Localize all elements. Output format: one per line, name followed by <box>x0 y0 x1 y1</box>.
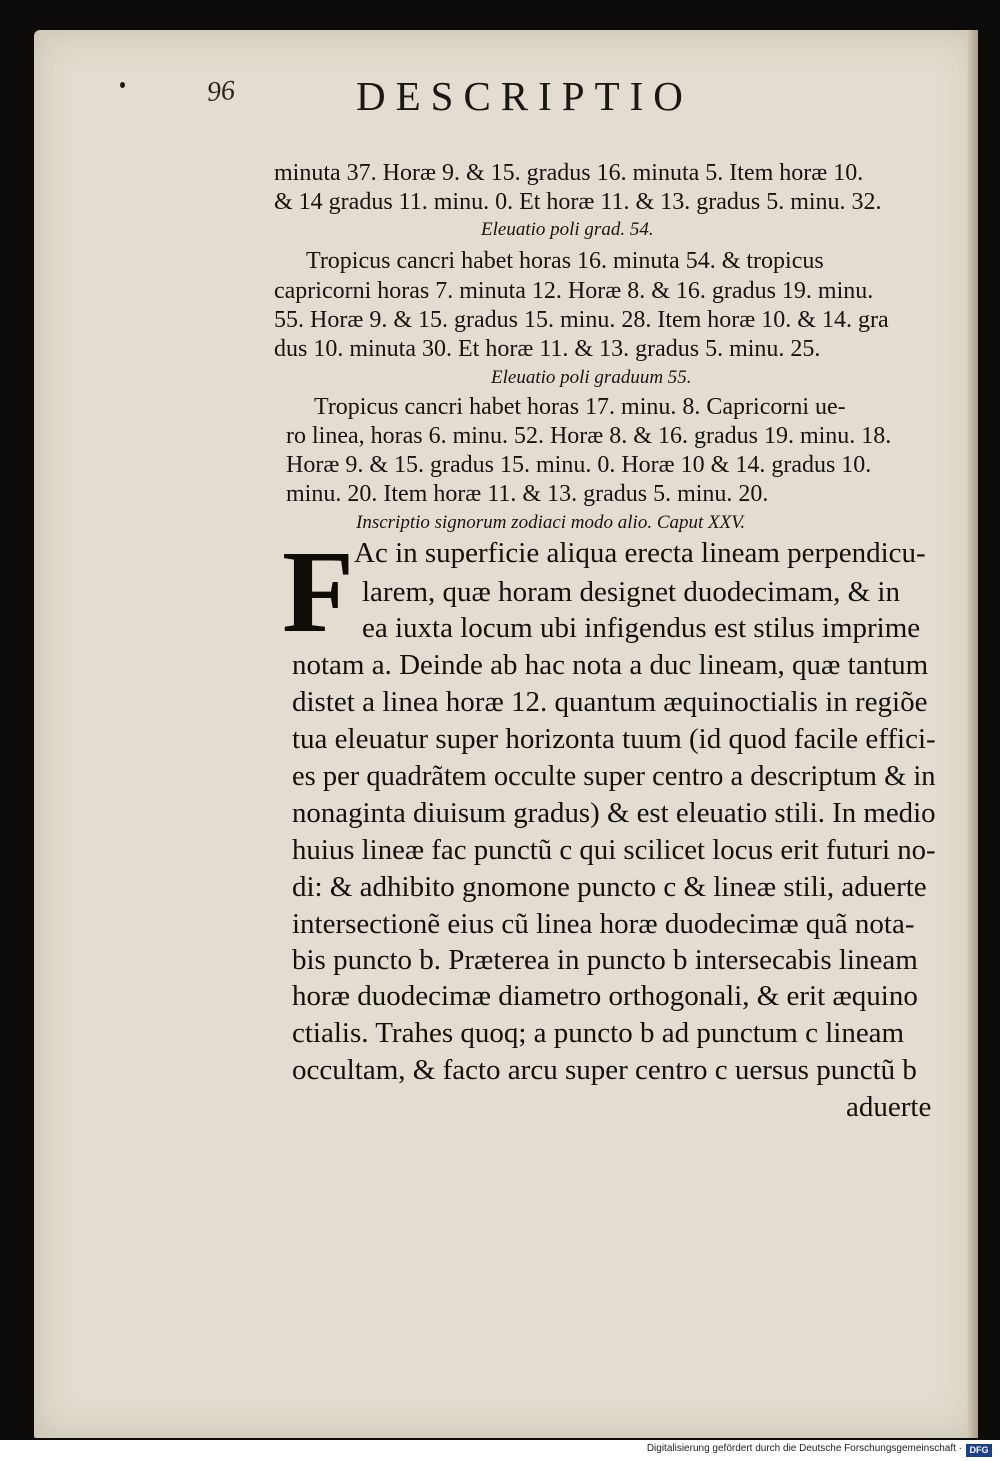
text-line: ea iuxta locum ubi infigendus est stilus imprime <box>362 612 921 644</box>
text-line: di: & adhibito gnomone puncto c & lineæ stili, aduerte <box>292 871 927 903</box>
text-line: larem, quæ horam designet duodecimam, & in <box>362 576 900 608</box>
text-line: tua eleuatur super horizonta tuum (id quod facile effici- <box>292 723 936 755</box>
text-line: Tropicus cancri habet horas 16. minuta 54. & tropicus <box>306 248 824 274</box>
chapter-heading: Inscriptio signorum zodiaci modo alio. Caput XXV. <box>356 512 746 533</box>
section-heading: Eleuatio poli grad. 54. <box>481 219 654 240</box>
funding-credit: Digitalisierung gefördert durch die Deutsche Forschungsgemeinschaft · <box>646 1443 962 1454</box>
text-line: Tropicus cancri habet horas 17. minu. 8. Capricorni ue- <box>314 394 846 420</box>
text-line: ctialis. Trahes quoq; a puncto b ad punctum c lineam <box>292 1017 905 1049</box>
text-line: dus 10. minuta 30. Et horæ 11. & 13. gradus 5. minu. 25. <box>274 336 821 362</box>
page-number: 96 <box>205 75 237 108</box>
text-line: ro linea, horas 6. minu. 52. Horæ 8. & 16. gradus 19. minu. 18. <box>286 423 892 449</box>
catchword: aduerte <box>846 1091 932 1123</box>
text-line: occultam, & facto arcu super centro c uersus punctũ b <box>292 1054 917 1086</box>
text-line: intersectionẽ eius cũ linea horæ duodecimæ quã nota- <box>292 908 915 940</box>
text-line: minuta 37. Horæ 9. & 15. gradus 16. minuta 5. Item horæ 10. <box>274 160 864 186</box>
text-line: horæ duodecimæ diametro orthogonali, & erit æquino <box>292 980 918 1012</box>
page-edge <box>968 30 978 1438</box>
text-line: huius lineæ fac punctũ c qui scilicet locus erit futuri no- <box>292 834 936 866</box>
text-line: nonaginta diuisum gradus) & est eleuatio stili. In medio <box>292 797 936 829</box>
text-line: distet a linea horæ 12. quantum æquinoctialis in regiõe <box>292 686 928 718</box>
text-line: es per quadrãtem occulte super centro a descriptum & in <box>292 760 936 792</box>
ink-spot <box>120 82 125 88</box>
decorated-initial: F <box>282 526 355 657</box>
text-line: capricorni horas 7. minuta 12. Horæ 8. & 16. gradus 19. minu. <box>274 278 874 304</box>
text-line: & 14 gradus 11. minu. 0. Et horæ 11. & 13. gradus 5. minu. 32. <box>274 189 882 215</box>
dfg-logo[interactable]: DFG <box>966 1444 992 1457</box>
section-heading: Eleuatio poli graduum 55. <box>491 367 692 388</box>
running-title: DESCRIPTIO <box>356 73 693 119</box>
text-line: 55. Horæ 9. & 15. gradus 15. minu. 28. Item horæ 10. & 14. gra <box>274 307 889 333</box>
footer-bar <box>0 1440 1000 1461</box>
text-line: Horæ 9. & 15. gradus 15. minu. 0. Horæ 10 & 14. gradus 10. <box>286 452 872 478</box>
text-line: notam a. Deinde ab hac nota a duc lineam, quæ tantum <box>292 649 929 681</box>
text-line: bis puncto b. Præterea in puncto b intersecabis lineam <box>292 944 918 976</box>
text-line: Ac in superficie aliqua erecta lineam perpendicu- <box>354 537 926 569</box>
text-line: minu. 20. Item horæ 11. & 13. gradus 5. minu. 20. <box>286 481 769 507</box>
